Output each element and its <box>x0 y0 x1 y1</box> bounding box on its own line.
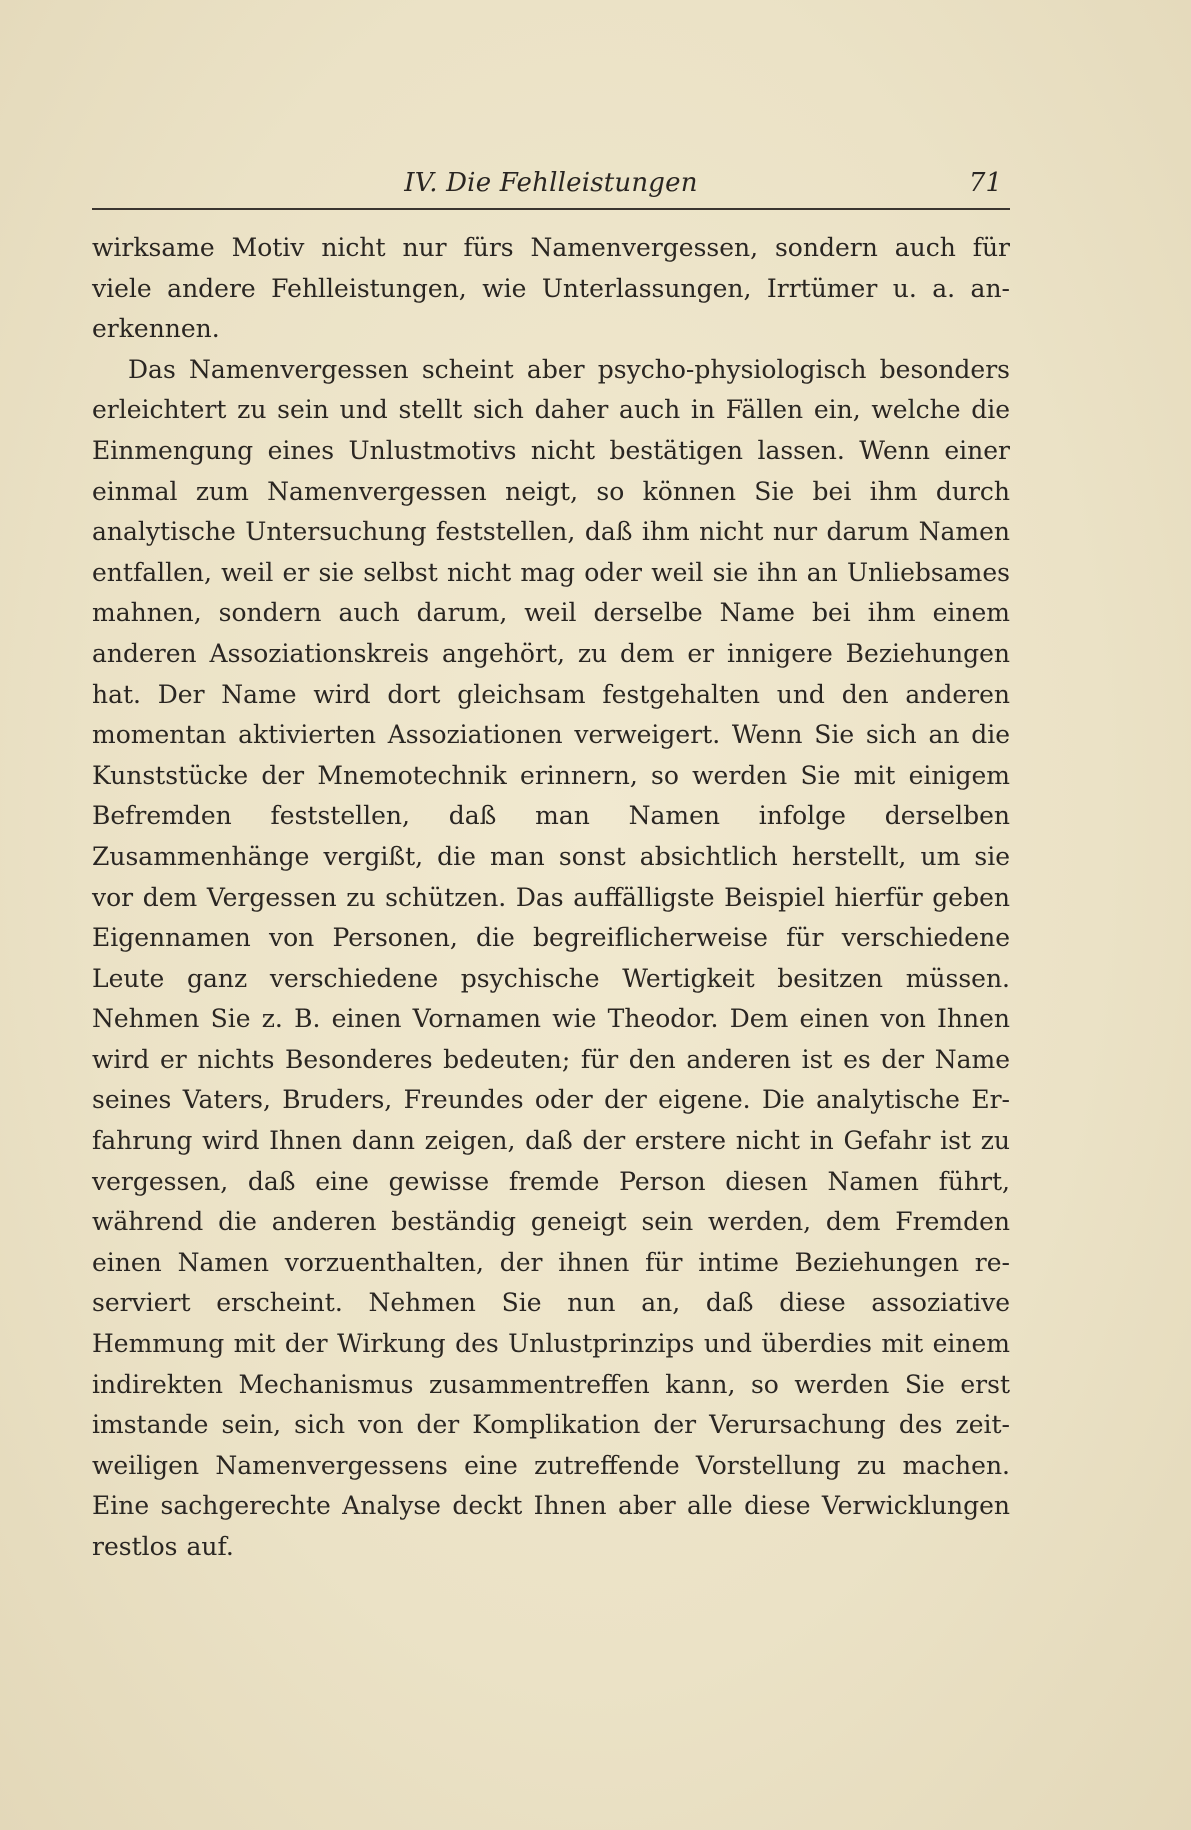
page-header <box>92 168 1010 208</box>
header-rule <box>92 208 1010 210</box>
paragraph-continued: wirksame Motiv nicht nur fürs Namenvergessen, sondern auch für viele andere Fehlleistungen, wie Unterlassungen, Irrtümer u. a. anerkennen. <box>92 233 1010 344</box>
paragraph: Das Namenvergessen scheint aber psycho-physiologisch besonders erleichtert zu sein und stellt sich daher auch in Fällen ein, welche die Einmengung eines Unlustmotivs nicht bestätigen lassen. Wenn einer einmal zum Namenvergessen neigt, so können Sie bei ihm durch analytische Untersuchung feststellen, daß ihm nicht nur darum Namen entfallen, weil er sie selbst nicht mag oder weil sie ihn an Unliebsames mahnen, sondern auch darum, weil derselbe Name bei ihm einem anderen Assoziationskreis angehört, zu dem er innigere Beziehungen hat. Der Name wird dort gleichsam festgehalten und den anderen momentan aktivierten Assoziationen verweigert. Wenn Sie sich an die Kunststücke der Mnemotechnik erinnern, so werden Sie mit einigem Befremden feststellen, daß man Namen infolge derselben Zusammenhänge vergißt, die man sonst absichtlich herstellt, um sie vor dem Vergessen zu schützen. Das auffälligste Beispiel hierfür geben Eigennamen von Personen, die begreiflicherweise für verschiedene Leute ganz verschiedene psychische Wertigkeit besitzen müssen. Nehmen Sie z. B. einen Vornamen wie Theodor. Dem einen von Ihnen wird er nichts Besonderes bedeuten; für den anderen ist es der Name seines Vaters, Bruders, Freundes oder der eigene. Die analytische Erfahrung wird Ihnen dann zeigen, daß der erstere nicht in Gefahr ist zu vergessen, daß eine gewisse fremde Person diesen Namen führt, während die anderen beständig geneigt sein werden, dem Fremden einen Namen vorzuenthalten, der ihnen für intime Beziehungen reserviert erscheint. Nehmen Sie nun an, daß diese assoziative Hemmung mit der Wirkung des Unlustprinzips und überdies mit einem indirekten Mechanismus zusammentreffen kann, so werden Sie erst imstande sein, sich von der Komplikation der Verursachung des zeitweiligen Namenvergessens eine zutreffende Vorstellung zu machen. Eine sachgerechte Analyse deckt Ihnen aber alle diese Verwicklungen restlos auf. <box>92 354 1010 1561</box>
running-head: IV. Die Fehlleistungen <box>404 168 698 198</box>
page-number: 71 <box>968 168 1002 198</box>
body-text <box>92 228 1010 1568</box>
